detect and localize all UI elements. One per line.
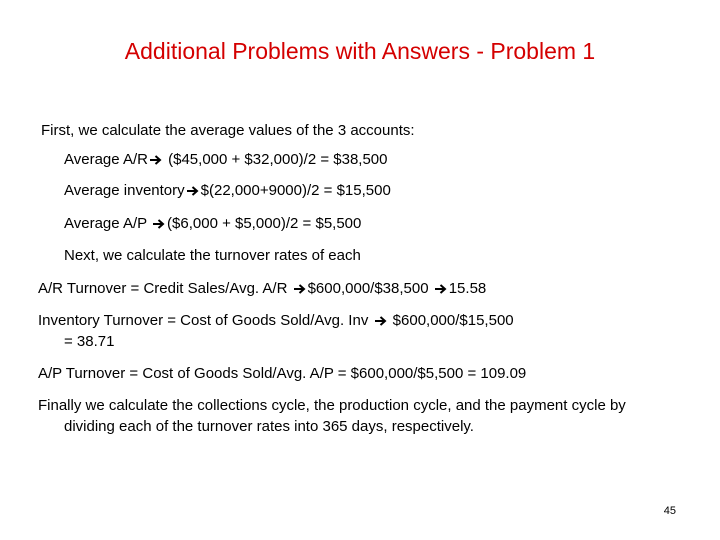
intro-text: First, we calculate the average values of the 3 accounts: bbox=[41, 122, 415, 139]
average-ap-line bbox=[64, 214, 361, 234]
right-arrow-icon bbox=[186, 181, 200, 201]
right-arrow-icon bbox=[293, 279, 307, 299]
ap-turnover-line: A/P Turnover = Cost of Goods Sold/Avg. A/P = $600,000/$5,500 = 109.09 bbox=[38, 365, 527, 382]
ar-turnover-calc: $600,000/$38,500 bbox=[307, 280, 429, 297]
next-text: Next, we calculate the turnover rates of each bbox=[64, 247, 361, 264]
inventory-turnover-calc: $600,000/$15,500 bbox=[392, 312, 514, 329]
average-ap-value: ($6,000 + $5,000)/2 = $5,500 bbox=[167, 215, 362, 232]
inventory-turnover-formula: Inventory Turnover = Cost of Goods Sold/Avg. Inv bbox=[38, 312, 369, 329]
inventory-turnover-result: = 38.71 bbox=[64, 333, 115, 350]
page-number: 45 bbox=[663, 505, 676, 517]
average-ar-value: ($45,000 + $32,000)/2 = $38,500 bbox=[168, 151, 388, 168]
average-inventory-label: Average inventory bbox=[64, 182, 185, 199]
ar-turnover-line bbox=[38, 279, 486, 299]
ar-turnover-result: 15.58 bbox=[448, 280, 487, 297]
right-arrow-icon bbox=[374, 311, 388, 331]
ar-turnover-formula: A/R Turnover = Credit Sales/Avg. A/R bbox=[38, 280, 288, 297]
average-ar-line bbox=[64, 150, 387, 170]
average-ar-label: Average A/R bbox=[64, 151, 148, 168]
finally-text: Finally we calculate the collections cycle, the production cycle, and the payment cycle by bbox=[38, 397, 626, 414]
average-inventory-value: $(22,000+9000)/2 = $15,500 bbox=[200, 182, 391, 199]
right-arrow-icon bbox=[152, 214, 166, 234]
right-arrow-icon bbox=[434, 279, 448, 299]
inventory-turnover-line bbox=[38, 311, 514, 331]
right-arrow-icon bbox=[149, 150, 163, 170]
average-ap-label: Average A/P bbox=[64, 215, 147, 232]
average-inventory-line bbox=[64, 181, 391, 201]
slide-title: Additional Problems with Answers - Problem 1 bbox=[124, 38, 596, 64]
finally-text-cont: dividing each of the turnover rates into 365 days, respectively. bbox=[64, 418, 474, 435]
